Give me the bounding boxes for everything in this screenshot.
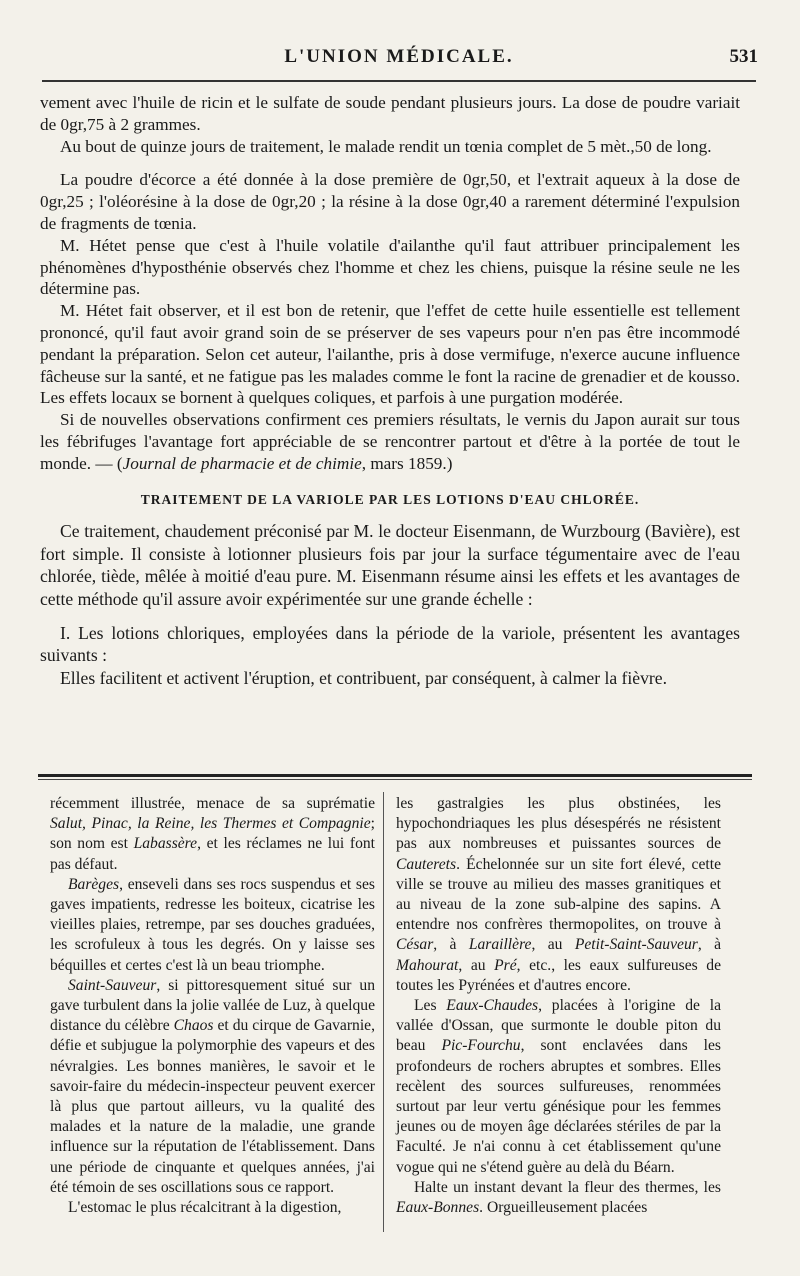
place-name: Chaos bbox=[173, 1017, 214, 1035]
place-name: Pré bbox=[494, 956, 517, 974]
header-rule bbox=[42, 80, 756, 82]
text-run: récemment illustrée, menace de sa suprématie bbox=[50, 795, 375, 812]
text-run: , sont enclavées dans les profondeurs de rochers abruptes et sombres. Elles recèlent des sources sulfureuses, renommées surtout par leur vertu génésique pour les femmes jeunes ou de moyen âge déclarées stériles de par la Faculté. Je n'ai connu à cet établissement qu'une vogue qui ne s'étend guère au delà du Béarn. bbox=[396, 1037, 721, 1176]
text-run: , enseveli dans ses rocs suspendus et ses gaves impatients, redresse les boiteux, cicatrise les vieilles plaies, retrempe, par ses douches graduées, les scrofuleux à tous les degrés. On y laisse ses béquilles et certes c'est là un beau triomphe. bbox=[50, 875, 375, 974]
text-run: les gastralgies les plus obstinées, les hypochondriaques les plus désespérés ne résistent pas aux nombreuses et puissantes sources de bbox=[396, 795, 721, 853]
text-run: , si pittoresquement situé sur un gave turbulent dans la jolie vallée de Luz, à quelque distance du célèbre bbox=[50, 976, 375, 1035]
paragraph: Ce traitement, chaudement préconisé par M. le docteur Eisenmann, de Wurzbourg (Bavière), est fort simple. Il consiste à lotionner plusieurs fois par jour la surface tégumentaire avec de l'eau chlorée, tiède, mêlée à moitié d'eau pure. M. Eisenmann résume ainsi les effets et les avantages de cette méthode qu'il assure avoir expérimentée sur une grande échelle : bbox=[40, 521, 740, 609]
text-run: . Orgueilleusement placées bbox=[479, 1199, 648, 1217]
place-name: Saint-Sauveur bbox=[68, 976, 157, 994]
text-run: . Échelonnée sur un site fort élevé, cette ville se trouve au milieu des masses granitiques et au niveau de la zone sub-alpine des sapins. A entendre nos confrères thermopolites, on trouve à bbox=[396, 855, 721, 934]
paragraph bbox=[40, 409, 740, 474]
text-run: Si de nouvelles observations confirment ces premiers résultats, le vernis du Japon aurait sur tous les fébrifuges l'avantage fort appréciable de se rencontrer partout et d'être à la portée de tout le monde. — ( bbox=[40, 410, 740, 473]
paragraph bbox=[396, 996, 721, 1178]
paragraph bbox=[396, 794, 721, 996]
source-citation: Journal de pharmacie et de chimie bbox=[122, 453, 362, 473]
place-name: César bbox=[396, 936, 434, 954]
text-run: ; son nom est bbox=[50, 815, 375, 853]
place-name: Labassère bbox=[133, 835, 198, 853]
text-run: , au bbox=[531, 936, 575, 954]
paragraph bbox=[50, 794, 375, 875]
place-name: Salut, Pinac, la Reine, les Thermes et Compagnie bbox=[50, 815, 371, 833]
feuilleton-divider bbox=[38, 774, 752, 777]
page-header bbox=[40, 44, 758, 78]
section-heading: TRAITEMENT DE LA VARIOLE PAR LES LOTIONS D'EAU CHLORÉE. bbox=[140, 491, 640, 507]
place-name: Cauterets bbox=[396, 855, 457, 873]
feuilleton-divider-thin bbox=[38, 779, 752, 780]
text-run: , mars 1859.) bbox=[361, 453, 453, 473]
paragraph bbox=[50, 875, 375, 976]
paragraph: Au bout de quinze jours de traitement, le malade rendit un tœnia complet de 5 mèt.,50 de long. bbox=[60, 136, 712, 156]
paragraph bbox=[50, 976, 375, 1198]
main-article bbox=[40, 92, 740, 689]
paragraph: L'estomac le plus récalcitrant à la digestion, bbox=[68, 1199, 342, 1217]
page-number: 531 bbox=[729, 46, 758, 67]
paragraph: M. Hétet pense que c'est à l'huile volatile d'ailanthe qu'il faut attribuer principalement les phénomènes d'hyposthénie observés chez l'homme et chez les chiens, puisque la résine seule ne les détermine pas. bbox=[40, 235, 740, 299]
feuilleton-left-column bbox=[50, 794, 375, 1218]
place-name: Eaux-Bonnes bbox=[396, 1199, 480, 1217]
paragraph: M. Hétet fait observer, et il est bon de retenir, que l'effet de cette huile essentielle est tellement prononcé, qu'il faut avoir grand soin de se préserver de ses vapeurs pour n'en pas être incommodé pendant la préparation. Selon cet auteur, l'ailanthe, pris à dose vermifuge, n'exerce aucune influence fâcheuse sur la santé, et ne fatigue pas les malades comme le font la racine de grenadier et de kousso. Les effets locaux se bornent à quelques coliques, et parfois à une purgation modérée. bbox=[40, 301, 740, 408]
column-rule bbox=[383, 792, 384, 1232]
text-run: et du cirque de Gavarnie, défie et subjugue la polymorphie des vapeurs et des névralgies. Les bonnes manières, le savoir et le savoir-faire du médecin-inspecteur peuvent exercer là plus que partout ailleurs, vu la qualité des malades et la nature de la maladie, une grande influence sur la réputation de l'établissement. Dans une période de cinquante et quelques années, j'ai été témoin de ses oscillations sous ce rapport. bbox=[50, 1017, 375, 1196]
text-run: , au bbox=[458, 956, 495, 974]
place-name: Petit-Saint-Sauveur bbox=[574, 936, 698, 954]
running-title: L'UNION MÉDICALE. bbox=[284, 46, 514, 67]
place-name: Barèges bbox=[68, 875, 120, 893]
paragraph: Elles facilitent et activent l'éruption, et contribuent, par conséquent, à calmer la fièvre. bbox=[60, 667, 667, 688]
text-run: , placées à l'origine de la vallée d'Ossan, que surmonte le double piton du beau bbox=[396, 997, 721, 1055]
place-name: Pic-Fourchu bbox=[441, 1037, 521, 1055]
text-run: Halte un instant devant la fleur des thermes, les bbox=[414, 1178, 721, 1196]
place-name: Eaux-Chaudes bbox=[446, 997, 539, 1015]
place-name: Mahourat bbox=[396, 956, 459, 974]
place-name: Laraillère bbox=[468, 936, 532, 954]
text-run: , à bbox=[433, 936, 469, 954]
text-run: Les bbox=[414, 997, 447, 1015]
paragraph: vement avec l'huile de ricin et le sulfate de soude pendant plusieurs jours. La dose de poudre variait de 0gr,75 à 2 grammes. bbox=[40, 93, 740, 134]
text-run: , à bbox=[697, 936, 721, 954]
text-run: , et les réclames ne lui font pas défaut. bbox=[50, 835, 375, 873]
feuilleton-right-column bbox=[396, 794, 721, 1218]
paragraph: I. Les lotions chloriques, employées dans la période de la variole, présentent les avantages suivants : bbox=[40, 622, 740, 666]
paragraph bbox=[396, 1178, 721, 1218]
text-run: , etc., les eaux sulfureuses de toutes les Pyrénées et d'autres encore. bbox=[396, 956, 722, 994]
section-body bbox=[40, 520, 740, 689]
paragraph: La poudre d'écorce a été donnée à la dose première de 0gr,50, et l'extrait aqueux à la dose de 0gr,25 ; l'oléorésine à la dose de 0gr,20 ; la résine à la dose 0gr,40 a rarement déterminé l'expulsion de fragments de tœnia. bbox=[40, 170, 740, 233]
